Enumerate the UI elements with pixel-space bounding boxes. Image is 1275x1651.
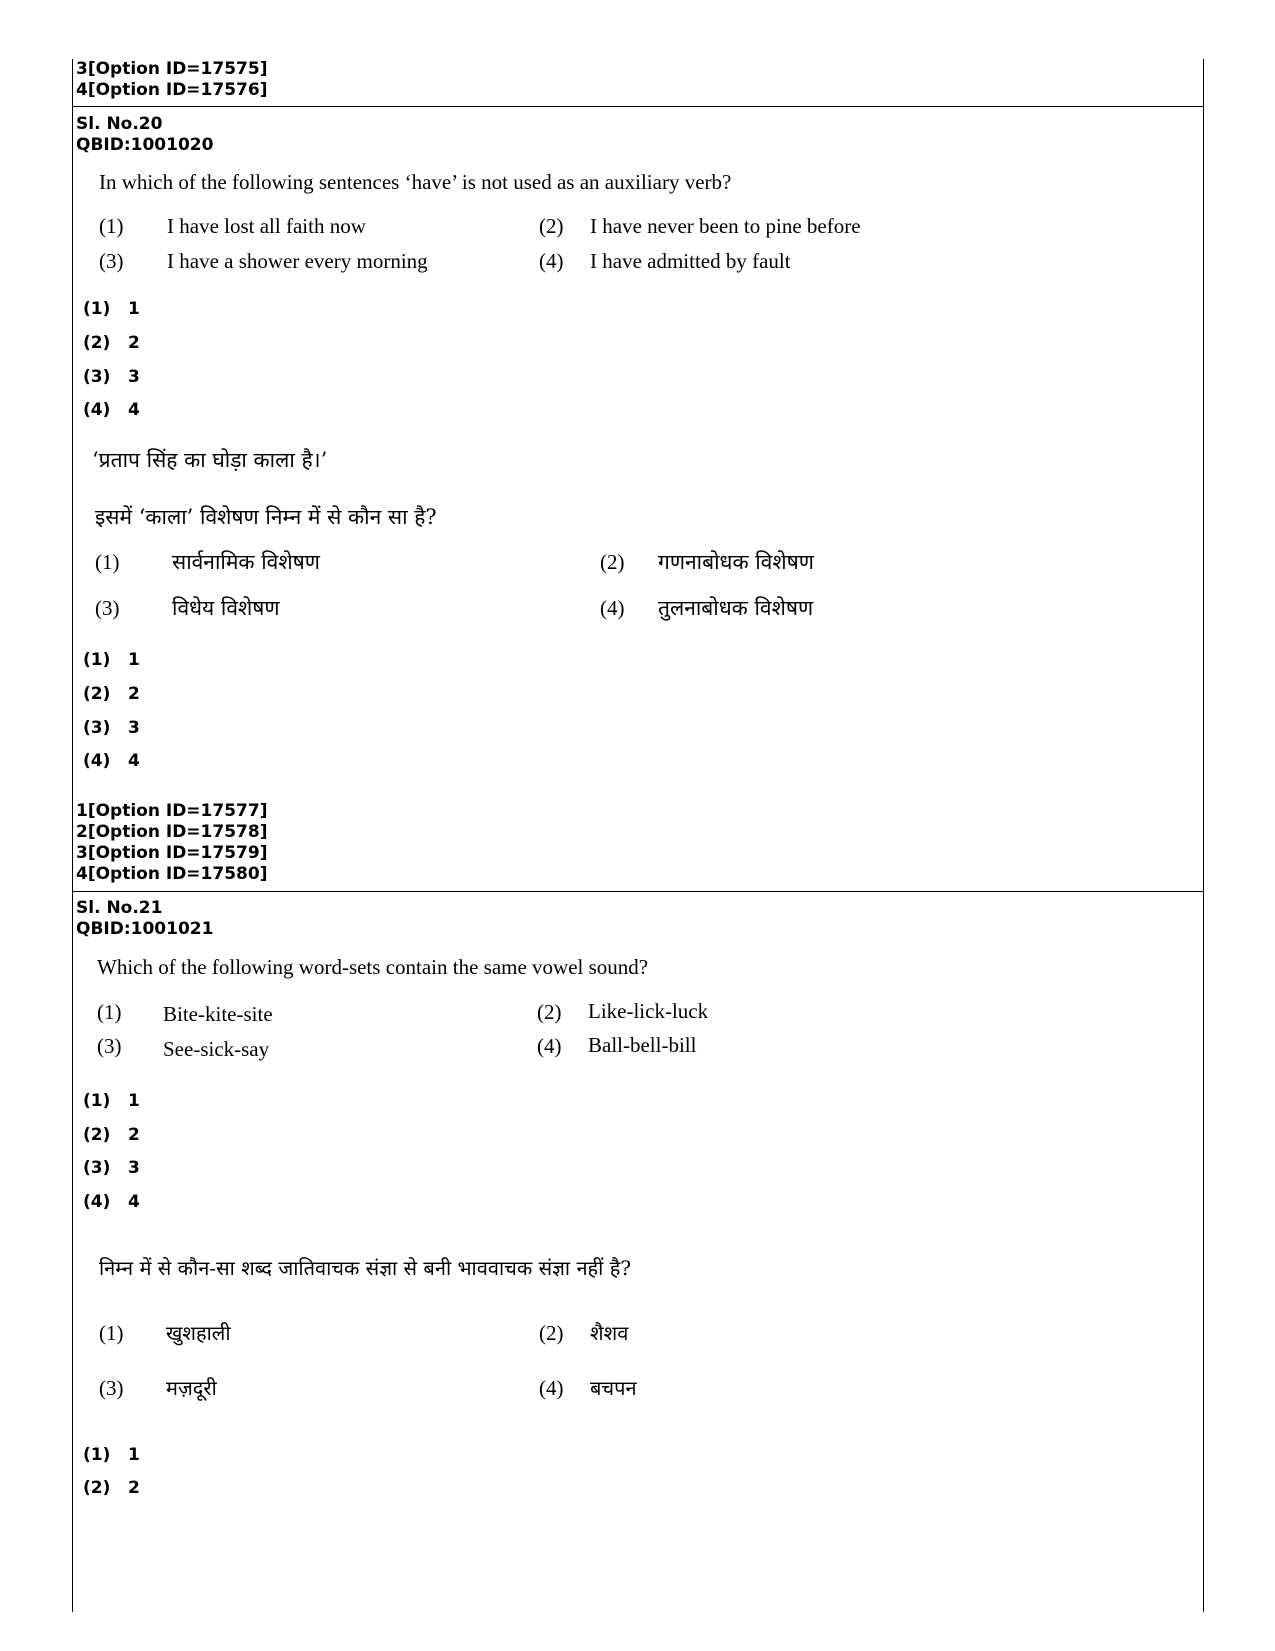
- answer-option[interactable]: (4) 4: [83, 751, 140, 771]
- choice-text: विधेय विशेषण: [172, 596, 280, 620]
- answer-option[interactable]: (2) 2: [83, 1478, 140, 1498]
- hindi-question: निम्न में से कौन-सा शब्द जातिवाचक संज्ञा से बनी भाववाचक संज्ञा नहीं है?: [99, 1256, 632, 1280]
- option-id-line: 4[Option ID=17576]: [76, 80, 268, 100]
- choice-number: (1): [99, 1321, 124, 1345]
- qbid: QBID:1001021: [76, 919, 214, 939]
- choice-text: I have never been to pine before: [590, 214, 861, 238]
- section-divider: [72, 106, 1204, 107]
- choice-text: Ball-bell-bill: [588, 1033, 697, 1057]
- qbid: QBID:1001020: [76, 135, 214, 155]
- hindi-sentence: ‘प्रताप सिंह का घोड़ा काला है।’: [92, 448, 328, 472]
- choice-text: सार्वनामिक विशेषण: [172, 550, 320, 574]
- answer-option[interactable]: (1) 1: [83, 299, 140, 319]
- answer-option[interactable]: (3) 3: [83, 1158, 140, 1178]
- answer-option[interactable]: (2) 2: [83, 1125, 140, 1145]
- choice-number: (2): [537, 1000, 562, 1024]
- answer-option[interactable]: (4) 4: [83, 400, 140, 420]
- option-id-line: 3[Option ID=17579]: [76, 843, 268, 863]
- choice-number: (3): [95, 596, 120, 620]
- section-divider: [72, 891, 1204, 892]
- serial-number: Sl. No.20: [76, 114, 163, 134]
- option-id-line: 4[Option ID=17580]: [76, 864, 268, 884]
- serial-number: Sl. No.21: [76, 898, 163, 918]
- choice-number: (2): [539, 1321, 564, 1345]
- option-id-line: 1[Option ID=17577]: [76, 801, 268, 821]
- choice-number: (1): [99, 214, 124, 238]
- choice-text: मज़दूरी: [166, 1376, 217, 1400]
- choice-text: Like-lick-luck: [588, 999, 709, 1023]
- answer-option[interactable]: (4) 4: [83, 1192, 140, 1212]
- choice-number: (1): [95, 550, 120, 574]
- answer-option[interactable]: (1) 1: [83, 1445, 140, 1465]
- question-text: Which of the following word-sets contain the same vowel sound?: [97, 955, 649, 979]
- choice-text: Bite-kite-site: [163, 1002, 273, 1026]
- page-border-left: [72, 59, 73, 1612]
- choice-text: I have lost all faith now: [167, 214, 366, 238]
- choice-text: बचपन: [590, 1376, 637, 1400]
- choice-text: गणनाबोधक विशेषण: [658, 550, 814, 574]
- choice-number: (2): [600, 550, 625, 574]
- option-id-line: 2[Option ID=17578]: [76, 822, 268, 842]
- choice-number: (4): [600, 596, 625, 620]
- choice-number: (4): [537, 1034, 562, 1058]
- choice-text: तुलनाबोधक विशेषण: [658, 596, 814, 620]
- choice-number: (1): [97, 1000, 122, 1024]
- question-text: In which of the following sentences ‘have’ is not used as an auxiliary verb?: [99, 170, 732, 194]
- answer-option[interactable]: (1) 1: [83, 650, 140, 670]
- choice-text: See-sick-say: [163, 1037, 270, 1061]
- choice-text: I have admitted by fault: [590, 249, 791, 273]
- choice-text: I have a shower every morning: [167, 249, 428, 273]
- answer-option[interactable]: (1) 1: [83, 1091, 140, 1111]
- choice-text: शैशव: [590, 1321, 629, 1345]
- answer-option[interactable]: (3) 3: [83, 367, 140, 387]
- answer-option[interactable]: (2) 2: [83, 333, 140, 353]
- hindi-question: इसमें ‘काला’ विशेषण निम्न में से कौन सा है?: [95, 505, 437, 529]
- answer-option[interactable]: (2) 2: [83, 684, 140, 704]
- choice-number: (3): [99, 249, 124, 273]
- answer-option[interactable]: (3) 3: [83, 718, 140, 738]
- choice-number: (4): [539, 1376, 564, 1400]
- page-border-right: [1203, 59, 1204, 1612]
- choice-number: (2): [539, 214, 564, 238]
- choice-number: (3): [97, 1034, 122, 1058]
- choice-text: खुशहाली: [166, 1321, 231, 1345]
- choice-number: (3): [99, 1376, 124, 1400]
- option-id-line: 3[Option ID=17575]: [76, 59, 268, 79]
- choice-number: (4): [539, 249, 564, 273]
